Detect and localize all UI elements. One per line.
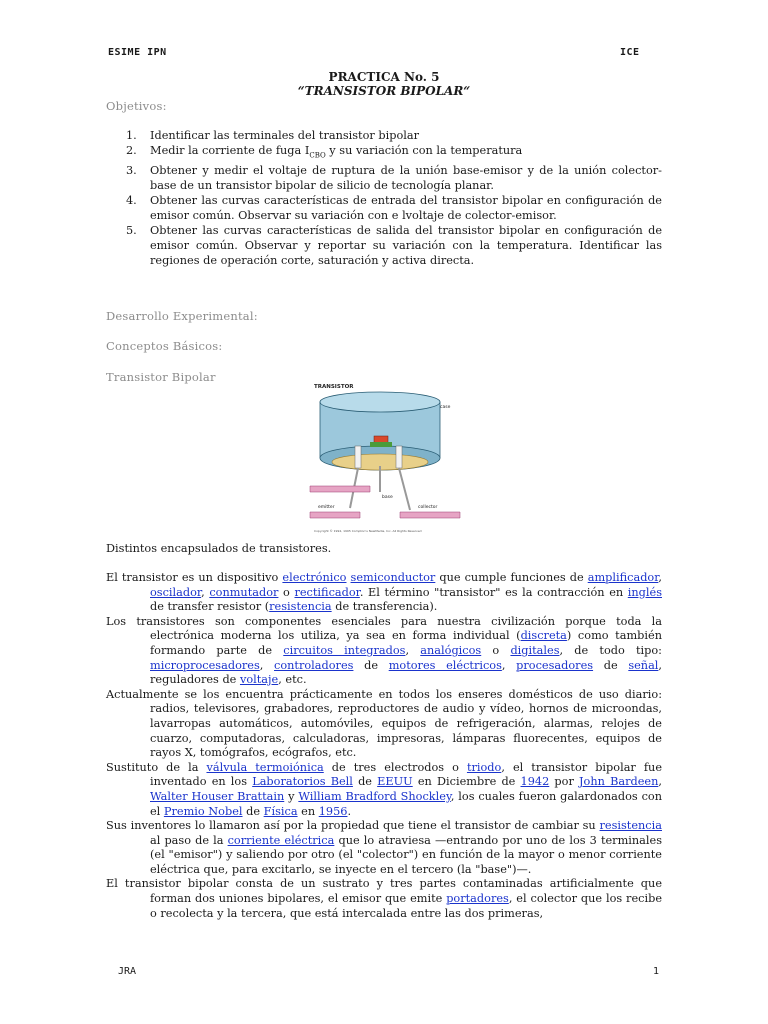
figure-copyright: Copyright © 1994, 1995 Compton's NewMedia, Inc. All Rights Reserved bbox=[314, 529, 422, 533]
collector-lead-top bbox=[396, 446, 402, 468]
label-base: base bbox=[382, 495, 393, 500]
label-emitter: emitter bbox=[318, 505, 335, 510]
objective-number: 2. bbox=[126, 144, 137, 157]
link-laboratorios-bell[interactable]: Laboratorios Bell bbox=[252, 775, 353, 789]
objectives-list bbox=[106, 128, 662, 268]
objective-text-post: y su variación con la temperatura bbox=[325, 144, 523, 157]
transistor-diagram bbox=[300, 380, 465, 542]
objective-item bbox=[106, 163, 662, 193]
objective-number: 4. bbox=[126, 194, 137, 208]
paragraph-6: El transistor bipolar consta de un sustrato y tres partes contaminadas artificialmente que forman dos uniones bipolares, el emisor que emite portadores, el colector que los recibe o recolecta y la tercera, que está intercalada entre las dos primeras, bbox=[106, 877, 662, 920]
objective-text: Obtener y medir el voltaje de ruptura de la unión base-emisor y de la unión colector-base de un transistor bipolar de silicio de tecnología planar. bbox=[150, 164, 662, 193]
paragraph-2: Los transistores son componentes esenciales para nuestra civilización porque toda la electrónica moderna los utiliza, ya sea en forma individual (discreta) como también formando parte de circuitos integrados, analógicos o digitales, de todo tipo: microprocesadores, controladores de motores eléctricos, procesadores de señal, reguladores de voltaje, etc. bbox=[106, 614, 663, 687]
link-semiconductor[interactable]: semiconductor bbox=[350, 571, 436, 584]
collector-trace bbox=[400, 512, 460, 518]
link-eeuu[interactable]: EEUU bbox=[377, 775, 413, 789]
body-text bbox=[106, 571, 662, 921]
paragraph-1: El transistor es un dispositivo electrónico semiconductor que cumple funciones de amplificador, oscilador, conmutador o rectificador. El término "transistor" es la contracción en inglés de transfer resistor (resistencia de transferencia). bbox=[106, 571, 662, 614]
objective-text: Obtener las curvas características de salida del transistor bipolar en configuración de emisor común. Observar y reportar su variación con la temperatura. Identificar las regiones de operación corte, saturación y activa directa. bbox=[150, 224, 662, 268]
link-1942[interactable]: 1942 bbox=[520, 775, 550, 789]
link-oscilador[interactable]: oscilador bbox=[150, 585, 202, 599]
objective-text-pre: Medir la corriente de fuga I bbox=[150, 144, 310, 157]
link-triodo[interactable]: triodo bbox=[466, 760, 502, 774]
label-case: case bbox=[440, 405, 451, 410]
objective-text: Obtener las curvas características de entrada del transistor bipolar en configuración de emisor común. Observar su variación con e lvoltaje de colector-emisor. bbox=[150, 194, 662, 223]
figure-title: TRANSISTOR bbox=[314, 384, 354, 390]
link-procesadores[interactable]: procesadores bbox=[516, 658, 594, 672]
page-number: 1 bbox=[653, 966, 660, 977]
link-valvula-termoionica[interactable]: válvula termoiónica bbox=[206, 760, 324, 774]
practice-title: PRACTICA No. 5 bbox=[328, 70, 440, 84]
objective-text: Identificar las terminales del transistor bipolar bbox=[150, 129, 420, 142]
section-transistor-bipolar: Transistor Bipolar bbox=[106, 370, 216, 384]
base-trace bbox=[310, 486, 370, 492]
figure-caption: Distintos encapsulados de transistores. bbox=[106, 542, 332, 555]
header-right: ICE bbox=[620, 47, 640, 58]
link-william-shockley[interactable]: William Bradford Shockley bbox=[298, 789, 451, 803]
link-john-bardeen[interactable]: John Bardeen bbox=[579, 775, 659, 789]
link-fisica[interactable]: Física bbox=[263, 804, 298, 818]
link-amplificador[interactable]: amplificador bbox=[587, 571, 659, 584]
label-collector: collector bbox=[418, 505, 438, 510]
case-top bbox=[320, 392, 440, 412]
paragraph-4: Sustituto de la válvula termoiónica de tres electrodos o triodo, el transistor bipolar fue inventado en los Laboratorios Bell de EEUU en Diciembre de 1942 por John Bardeen, Walter Houser Brattain y William Bradford Shockley, los cuales fueron galardonados con el Premio Nobel de Física en 1956. bbox=[106, 760, 662, 818]
objective-item bbox=[106, 193, 662, 223]
emitter-lead-top bbox=[355, 446, 361, 468]
link-portadores[interactable]: portadores bbox=[446, 892, 509, 906]
link-controladores[interactable]: controladores bbox=[274, 658, 354, 672]
link-senal[interactable]: señal bbox=[628, 658, 659, 672]
chip-base bbox=[370, 442, 392, 447]
link-discreta[interactable]: discreta bbox=[520, 629, 567, 643]
objective-item bbox=[106, 223, 662, 268]
link-walter-brattain[interactable]: Walter Houser Brattain bbox=[150, 789, 285, 803]
objective-item bbox=[106, 143, 662, 163]
link-motores-electricos[interactable]: motores eléctricos bbox=[388, 658, 502, 672]
objective-number: 1. bbox=[126, 129, 137, 142]
footer-left: JRA bbox=[118, 966, 137, 977]
paragraph-5: Sus inventores lo llamaron así por la propiedad que tiene el transistor de cambiar su resistencia al paso de la corriente eléctrica que lo atraviesa —entrando por uno de los 3 terminales (el "emisor") y saliendo por otro (el "colector") en función de la mayor o menor corriente eléctrica que, para excitarlo, se inyecte en el tercero (la "base")—. bbox=[106, 819, 663, 876]
link-electronico[interactable]: electrónico bbox=[282, 571, 347, 584]
link-voltaje[interactable]: voltaje bbox=[239, 673, 279, 687]
objective-number: 3. bbox=[126, 164, 137, 178]
section-desarrollo: Desarrollo Experimental: bbox=[106, 309, 258, 323]
objective-item bbox=[106, 128, 662, 143]
link-premio-nobel[interactable]: Premio Nobel bbox=[163, 804, 243, 818]
collector-wire bbox=[399, 468, 410, 510]
link-circuitos-integrados[interactable]: circuitos integrados bbox=[283, 643, 406, 657]
emitter-trace bbox=[310, 512, 360, 518]
header-left: ESIME IPN bbox=[108, 47, 167, 58]
link-rectificador[interactable]: rectificador bbox=[294, 585, 360, 599]
link-conmutador[interactable]: conmutador bbox=[209, 585, 279, 599]
link-digitales[interactable]: digitales bbox=[510, 643, 560, 657]
section-objetivos: Objetivos: bbox=[106, 99, 167, 113]
link-1956[interactable]: 1956 bbox=[318, 804, 348, 818]
link-analogicos[interactable]: analógicos bbox=[420, 643, 482, 657]
link-ingles[interactable]: inglés bbox=[627, 585, 662, 599]
link-resistencia[interactable]: resistencia bbox=[269, 600, 332, 614]
link-resistencia-2[interactable]: resistencia bbox=[599, 819, 662, 833]
link-microprocesadores[interactable]: microprocesadores bbox=[150, 658, 260, 672]
icbo-subscript: CBO bbox=[309, 151, 326, 160]
section-conceptos: Conceptos Básicos: bbox=[106, 339, 223, 353]
practice-subtitle: “TRANSISTOR BIPOLAR“ bbox=[297, 84, 471, 98]
paragraph-3: Actualmente se los encuentra prácticamente en todos los enseres domésticos de uso diario: radios, televisores, grabadores, reproductores de audio y vídeo, hornos de microondas, lavarropas automáticos, automóviles, equipos de refrigeración, alarmas, relojes de cuarzo, computadoras, calculadoras, impresoras, lámparas fluorecentes, equipos de rayos X, tomógrafos, ecógrafos, etc. bbox=[106, 687, 662, 760]
link-corriente-electrica[interactable]: corriente eléctrica bbox=[227, 833, 335, 847]
objective-number: 5. bbox=[126, 224, 137, 238]
